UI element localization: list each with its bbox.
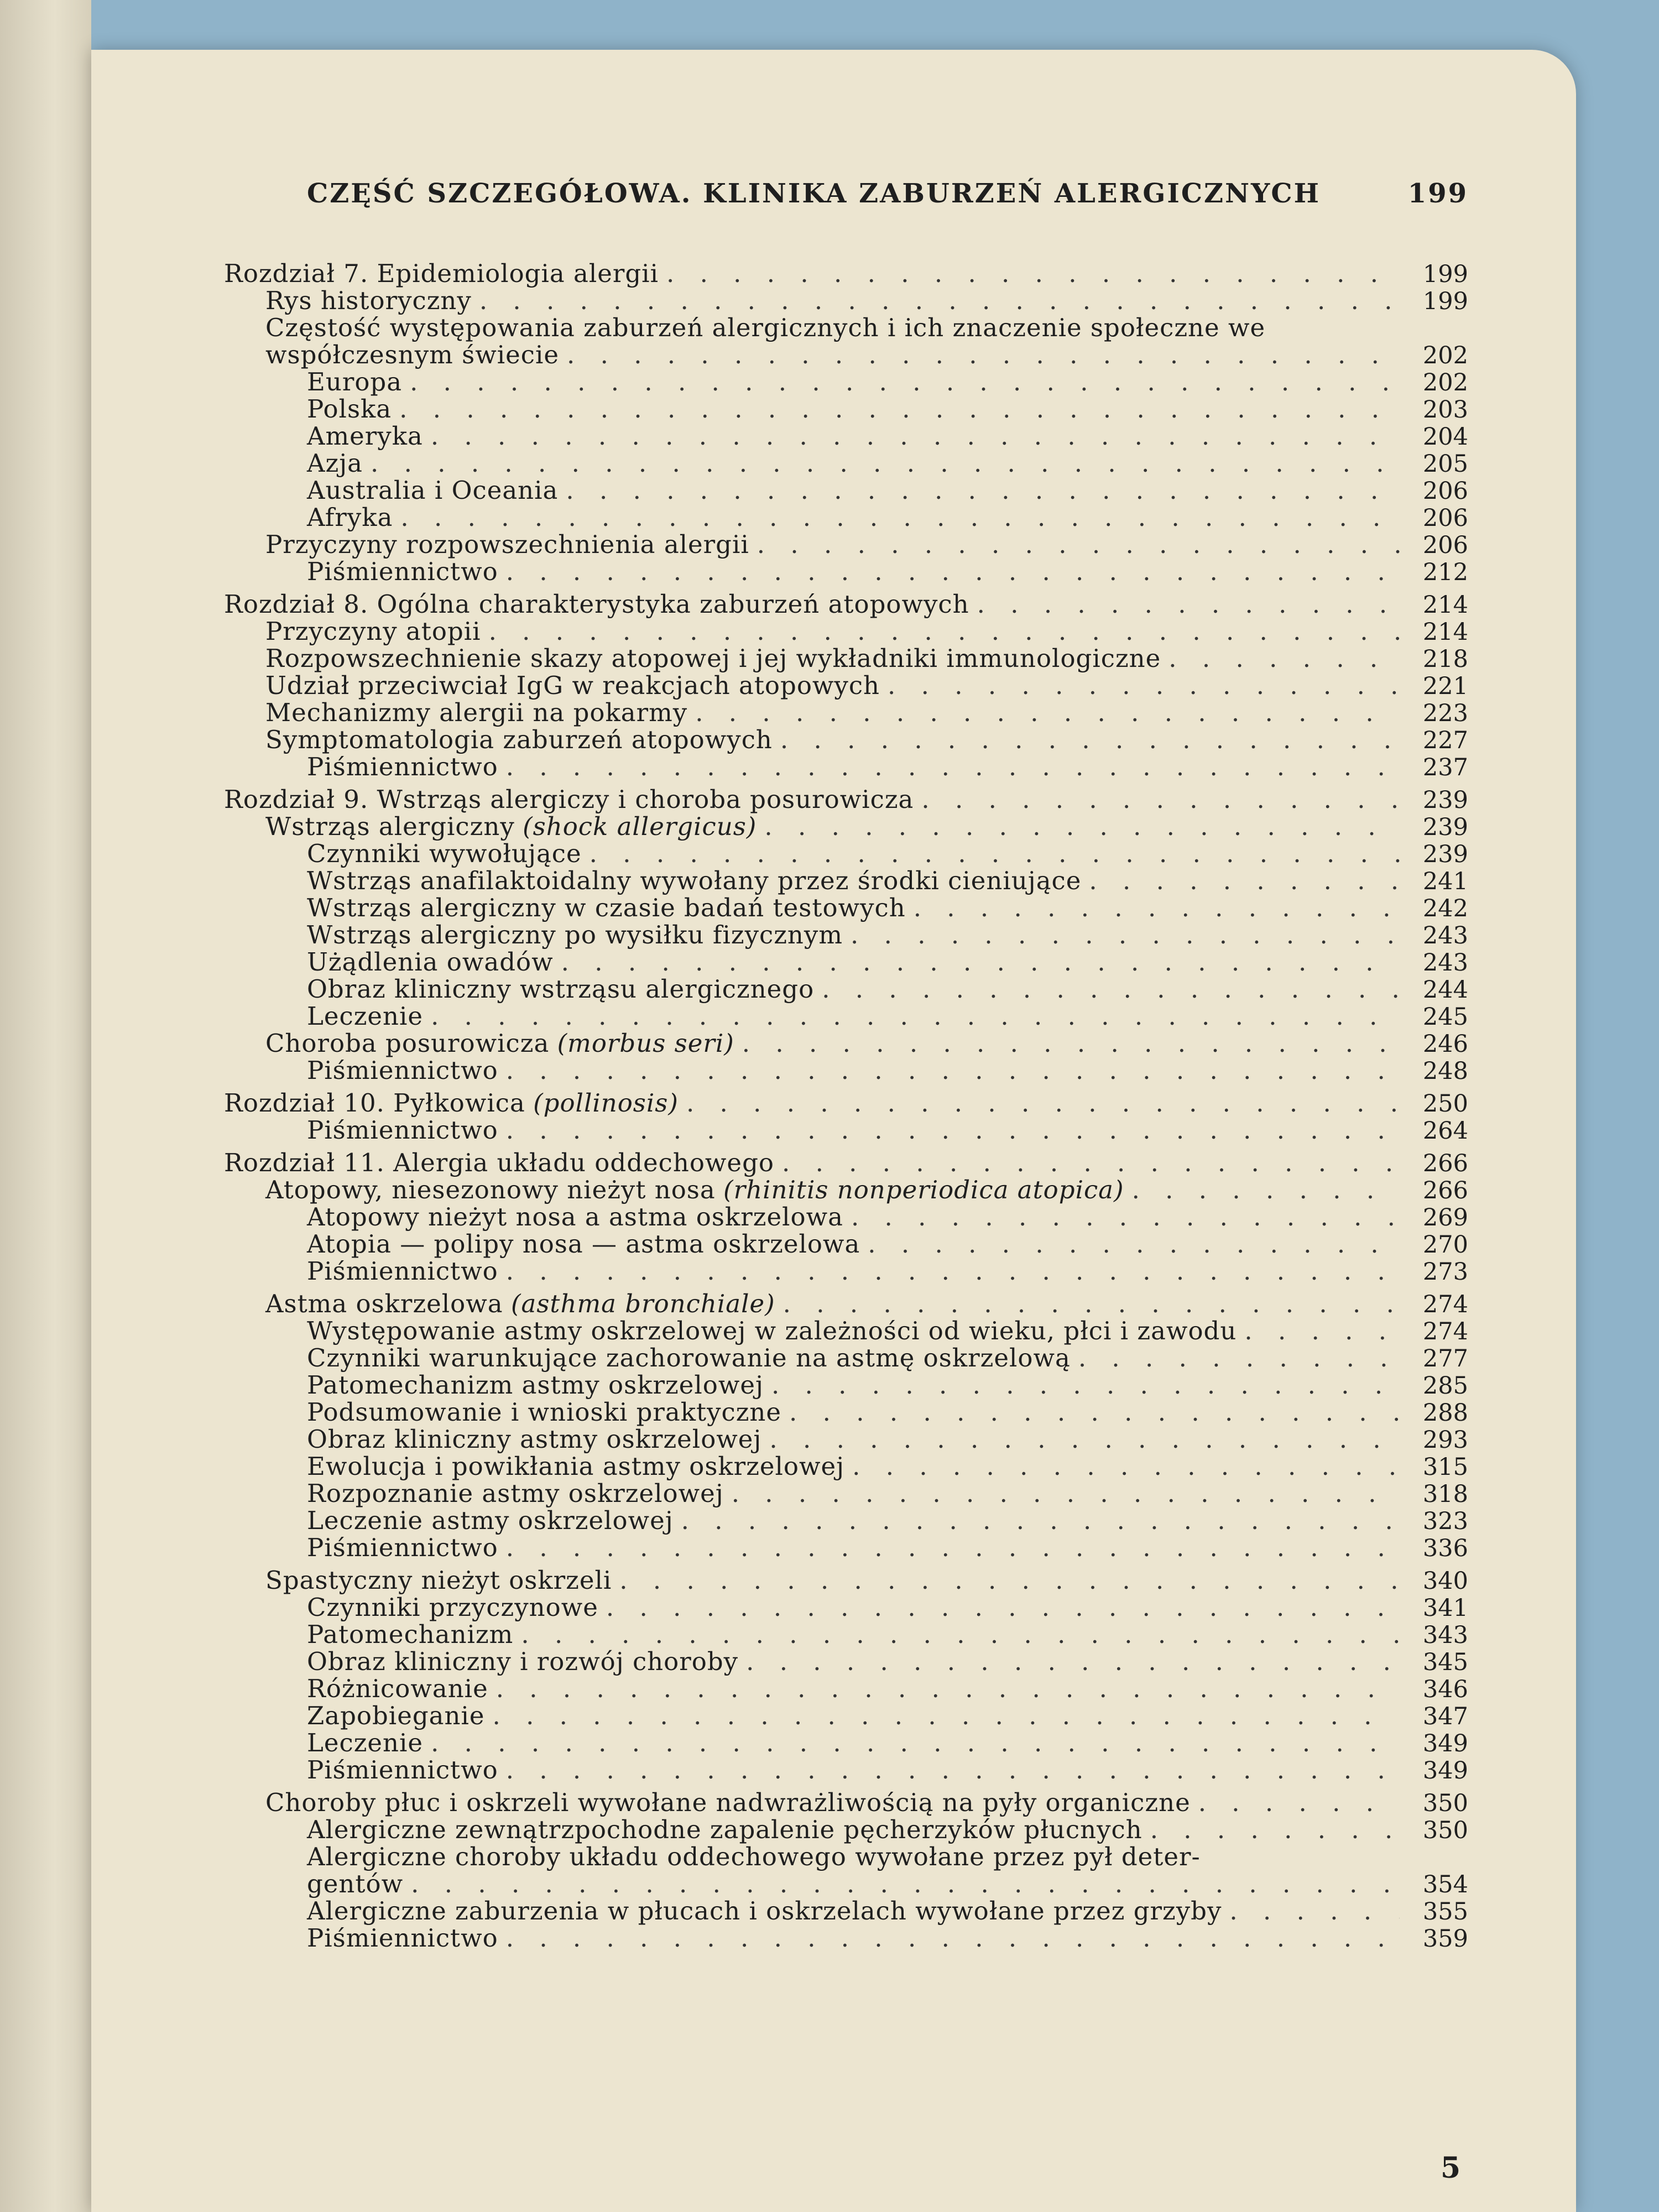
toc-entry-page: 205 <box>1422 450 1468 478</box>
toc-entry-page: 349 <box>1422 1757 1468 1785</box>
toc-entry <box>224 618 1468 645</box>
toc-entry-page: 223 <box>1422 700 1468 727</box>
toc-entry-title: Patomechanizm <box>307 1620 514 1649</box>
toc-entry-latin-term: (pollinosis) <box>533 1088 679 1118</box>
toc-entry-page: 323 <box>1422 1507 1468 1535</box>
toc-entry-title: Symptomatologia zaburzeń atopowych <box>265 725 773 754</box>
toc-entry-page: 241 <box>1422 868 1468 895</box>
toc-entry-page: 237 <box>1422 754 1468 781</box>
dot-leader <box>977 591 1400 618</box>
toc-entry <box>224 1789 1468 1816</box>
dot-leader <box>764 813 1400 840</box>
dot-leader <box>431 422 1400 450</box>
dot-leader <box>1132 1176 1400 1203</box>
toc-entry <box>224 1117 1468 1144</box>
toc-entry <box>224 1756 1468 1783</box>
dot-leader <box>589 840 1400 867</box>
dot-leader <box>431 1729 1400 1756</box>
toc-entry-page: 346 <box>1422 1676 1468 1703</box>
toc-entry <box>224 1729 1468 1756</box>
dot-leader <box>782 1149 1400 1176</box>
header-page: 199 <box>1407 178 1468 209</box>
toc-entry-page: 227 <box>1422 727 1468 754</box>
toc-entry <box>224 341 1468 368</box>
toc-entry <box>224 1030 1468 1057</box>
toc-entry-page: 350 <box>1422 1790 1468 1817</box>
running-header <box>307 178 1468 209</box>
toc-entry <box>224 840 1468 867</box>
toc-entry-title: Alergiczne zaburzenia w płucach i oskrzelach wywołane przez grzyby <box>307 1896 1222 1926</box>
toc-entry-page: 288 <box>1422 1399 1468 1427</box>
toc-entry-page: 243 <box>1422 922 1468 950</box>
toc-entry-page: 199 <box>1422 288 1468 315</box>
toc-entry-page: 218 <box>1422 645 1468 673</box>
dot-leader <box>506 1117 1400 1144</box>
toc-entry-title: Obraz kliniczny astmy oskrzelowej <box>307 1425 762 1454</box>
toc-entry-title: Wstrząs alergiczny po wysiłku fizycznym <box>307 920 843 950</box>
toc-entry <box>224 894 1468 921</box>
toc-entry-page: 214 <box>1422 591 1468 619</box>
toc-entry <box>224 867 1468 894</box>
dot-leader <box>789 1399 1400 1426</box>
dot-leader <box>681 1507 1400 1534</box>
toc-entry-title: Leczenie astmy oskrzelowej <box>307 1506 674 1535</box>
toc-entry-title: Piśmiennictwo <box>307 1056 498 1085</box>
toc-entry <box>224 1843 1468 1870</box>
dot-leader <box>506 1924 1400 1952</box>
toc-entry <box>224 422 1468 450</box>
toc-entry-title: Polska <box>307 394 392 424</box>
toc-entry-title: Europa <box>307 367 403 397</box>
dot-leader <box>1078 1344 1400 1371</box>
toc-entry <box>224 477 1468 504</box>
toc-entry-title: Przyczyny atopii <box>265 617 481 646</box>
toc-entry <box>224 450 1468 477</box>
dot-leader <box>822 975 1400 1003</box>
toc-entry-page: 354 <box>1422 1871 1468 1898</box>
toc-entry-page: 273 <box>1422 1258 1468 1286</box>
dot-leader <box>506 558 1400 585</box>
toc-entry <box>224 1290 1468 1317</box>
toc-entry <box>224 1816 1468 1843</box>
page-number: 5 <box>1441 2151 1461 2185</box>
toc-entry <box>224 1702 1468 1729</box>
toc-entry-title: gentów <box>307 1869 404 1898</box>
dot-leader <box>914 894 1400 921</box>
toc-entry-title: Choroby płuc i oskrzeli wywołane nadwrażliwością na pyły organiczne <box>265 1788 1191 1817</box>
toc-entry <box>224 948 1468 975</box>
toc-entry-page: 340 <box>1422 1567 1468 1595</box>
toc-entry-page: 285 <box>1422 1372 1468 1400</box>
dot-leader <box>783 1290 1400 1317</box>
toc-entry-page: 239 <box>1422 841 1468 868</box>
toc-entry-title: Rozpowszechnienie skazy atopowej i jej wykładniki immunologiczne <box>265 644 1161 673</box>
dot-leader <box>489 618 1400 645</box>
toc-entry-title: Astma oskrzelowa <box>265 1289 503 1318</box>
toc-entry-title: Atopowy nieżyt nosa a astma oskrzelowa <box>307 1202 843 1232</box>
toc-entry-page: 341 <box>1422 1594 1468 1622</box>
dot-leader <box>371 450 1400 477</box>
dot-leader <box>1229 1897 1400 1924</box>
toc-entry <box>224 1648 1468 1675</box>
toc-entry-latin-term: (asthma bronchiale) <box>510 1289 775 1318</box>
dot-leader <box>771 1371 1400 1399</box>
toc-entry <box>224 314 1468 341</box>
toc-entry-title: Leczenie <box>307 1001 424 1031</box>
toc-entry-title: Rys historyczny <box>265 286 472 315</box>
toc-entry <box>224 1534 1468 1561</box>
dot-leader <box>1244 1317 1400 1344</box>
dot-leader <box>852 1453 1400 1480</box>
dot-leader <box>561 948 1400 975</box>
toc-entry <box>224 1089 1468 1117</box>
toc-entry-page: 266 <box>1422 1177 1468 1204</box>
toc-entry-page: 214 <box>1422 618 1468 646</box>
book-spine-edge <box>0 0 91 2212</box>
toc-entry-title: Piśmiennictwo <box>307 1923 498 1953</box>
toc-entry <box>224 1897 1468 1924</box>
dot-leader <box>851 1203 1400 1230</box>
toc-entry-page: 345 <box>1422 1648 1468 1676</box>
dot-leader <box>521 1621 1400 1648</box>
toc-entry <box>224 395 1468 422</box>
toc-entry <box>224 1675 1468 1702</box>
toc-entry-page: 244 <box>1422 976 1468 1004</box>
toc-entry <box>224 672 1468 699</box>
toc-entry <box>224 558 1468 585</box>
table-of-contents <box>224 260 1468 1952</box>
toc-entry-title: Zapobieganie <box>307 1701 485 1730</box>
dot-leader <box>746 1648 1400 1675</box>
toc-entry-title: Rozdział 8. Ogólna charakterystyka zaburzeń atopowych <box>224 589 969 619</box>
toc-entry-title: Przyczyny rozpowszechnienia alergii <box>265 530 749 559</box>
dot-leader <box>566 477 1400 504</box>
toc-entry-page: 206 <box>1422 477 1468 505</box>
dot-leader <box>606 1594 1400 1621</box>
toc-entry <box>224 1453 1468 1480</box>
toc-entry-title: Czynniki wywołujące <box>307 839 582 868</box>
toc-entry-page: 359 <box>1422 1925 1468 1953</box>
dot-leader <box>479 287 1400 314</box>
toc-entry-latin-term: (rhinitis nonperiodica atopica) <box>723 1175 1124 1204</box>
toc-entry-title: Spastyczny nieżyt oskrzeli <box>265 1566 612 1595</box>
dot-leader <box>506 1057 1400 1084</box>
dot-leader <box>567 341 1400 368</box>
toc-entry-title: Azja <box>307 448 363 478</box>
toc-entry-title: Częstość występowania zaburzeń alergicznych i ich znaczenie społeczne we <box>265 313 1266 342</box>
dot-leader <box>868 1230 1400 1258</box>
toc-entry <box>224 1230 1468 1258</box>
toc-entry <box>224 1621 1468 1648</box>
toc-entry <box>224 1371 1468 1399</box>
toc-entry-page: 269 <box>1422 1204 1468 1232</box>
toc-entry <box>224 1480 1468 1507</box>
toc-entry-title: Alergiczne choroby układu oddechowego wywołane przez pył deter- <box>307 1842 1201 1871</box>
toc-entry <box>224 753 1468 780</box>
toc-entry-page: 221 <box>1422 672 1468 700</box>
toc-entry <box>224 1149 1468 1176</box>
toc-entry-latin-term: (morbus seri) <box>557 1029 734 1058</box>
header-title: CZĘŚĆ SZCZEGÓŁOWA. KLINIKA ZABURZEŃ ALERGICZNYCH <box>307 178 1321 209</box>
toc-entry-page: 336 <box>1422 1535 1468 1562</box>
toc-entry <box>224 504 1468 531</box>
toc-entry <box>224 1057 1468 1084</box>
toc-entry-title: Różnicowanie <box>307 1674 488 1703</box>
toc-entry <box>224 1870 1468 1897</box>
toc-entry-title: Piśmiennictwo <box>307 752 498 781</box>
toc-entry-page: 202 <box>1422 369 1468 397</box>
dot-leader <box>742 1030 1400 1057</box>
toc-entry-title: Atopowy, niesezonowy nieżyt nosa <box>265 1175 716 1204</box>
toc-entry-page: 318 <box>1422 1480 1468 1508</box>
dot-leader <box>1089 867 1400 894</box>
toc-entry <box>224 699 1468 726</box>
toc-entry-title: Rozdział 10. Pyłkowica <box>224 1088 525 1118</box>
dot-leader <box>732 1480 1400 1507</box>
toc-entry-title: Piśmiennictwo <box>307 1115 498 1145</box>
toc-entry <box>224 1176 1468 1203</box>
toc-entry <box>224 726 1468 753</box>
toc-entry-page: 270 <box>1422 1231 1468 1259</box>
toc-entry-title: Piśmiennictwo <box>307 1755 498 1785</box>
toc-entry <box>224 813 1468 840</box>
toc-entry-title: Australia i Oceania <box>307 476 559 505</box>
toc-entry-title: współczesnym świecie <box>265 340 559 369</box>
toc-entry <box>224 1258 1468 1285</box>
toc-entry <box>224 786 1468 813</box>
dot-leader <box>921 786 1400 813</box>
dot-leader <box>1168 645 1400 672</box>
toc-entry <box>224 287 1468 314</box>
toc-entry <box>224 591 1468 618</box>
dot-leader <box>399 395 1400 422</box>
toc-entry-title: Leczenie <box>307 1728 424 1757</box>
toc-entry-page: 242 <box>1422 895 1468 922</box>
toc-entry-title: Wstrząs anafilaktoidalny wywołany przez środki cieniujące <box>307 866 1082 895</box>
toc-entry-page: 274 <box>1422 1318 1468 1345</box>
toc-entry <box>224 1317 1468 1344</box>
toc-entry-page: 315 <box>1422 1453 1468 1481</box>
toc-entry <box>224 531 1468 558</box>
toc-entry-title: Obraz kliniczny i rozwój choroby <box>307 1647 739 1676</box>
toc-entry <box>224 260 1468 287</box>
toc-entry-title: Czynniki przyczynowe <box>307 1593 598 1622</box>
dot-leader <box>1198 1789 1400 1816</box>
book-page <box>91 50 1576 2212</box>
dot-leader <box>506 1534 1400 1561</box>
toc-entry-page: 248 <box>1422 1057 1468 1085</box>
toc-entry-title: Rozpoznanie astmy oskrzelowej <box>307 1479 724 1508</box>
toc-entry-page: 243 <box>1422 949 1468 977</box>
toc-entry-title: Użądlenia owadów <box>307 947 554 977</box>
dot-leader <box>851 921 1400 948</box>
toc-entry-page: 199 <box>1422 260 1468 288</box>
dot-leader <box>666 260 1400 287</box>
toc-entry-title: Alergiczne zewnątrzpochodne zapalenie pęcherzyków płucnych <box>307 1815 1142 1844</box>
toc-entry-title: Rozdział 9. Wstrząs alergiczy i choroba posurowicza <box>224 785 914 814</box>
dot-leader <box>492 1702 1400 1729</box>
toc-entry-title: Wstrząs alergiczny w czasie badań testowych <box>307 893 906 922</box>
toc-entry-title: Choroba posurowicza <box>265 1029 550 1058</box>
toc-entry <box>224 1567 1468 1594</box>
dot-leader <box>888 672 1400 699</box>
toc-entry <box>224 1399 1468 1426</box>
toc-entry <box>224 975 1468 1003</box>
toc-entry-page: 347 <box>1422 1703 1468 1730</box>
toc-entry-page: 264 <box>1422 1117 1468 1145</box>
toc-entry-page: 293 <box>1422 1426 1468 1454</box>
dot-leader <box>411 1870 1400 1897</box>
toc-entry-title: Podsumowanie i wnioski praktyczne <box>307 1397 782 1427</box>
toc-entry-page: 239 <box>1422 813 1468 841</box>
toc-entry-page: 349 <box>1422 1730 1468 1757</box>
toc-entry <box>224 1203 1468 1230</box>
toc-entry <box>224 1507 1468 1534</box>
toc-entry-page: 204 <box>1422 423 1468 451</box>
toc-entry-page: 203 <box>1422 396 1468 424</box>
dot-leader <box>410 368 1400 395</box>
toc-entry-title: Ewolucja i powikłania astmy oskrzelowej <box>307 1452 845 1481</box>
toc-entry-page: 246 <box>1422 1030 1468 1058</box>
toc-entry-title: Piśmiennictwo <box>307 557 498 586</box>
toc-entry-page: 212 <box>1422 559 1468 586</box>
toc-entry-page: 239 <box>1422 786 1468 814</box>
toc-entry-title: Wstrząs alergiczny <box>265 812 515 841</box>
dot-leader <box>496 1675 1400 1702</box>
dot-leader <box>506 1258 1400 1285</box>
toc-entry-title: Piśmiennictwo <box>307 1256 498 1286</box>
dot-leader <box>769 1426 1400 1453</box>
dot-leader <box>780 726 1400 753</box>
toc-entry-page: 206 <box>1422 531 1468 559</box>
toc-entry-title: Udział przeciwciał IgG w reakcjach atopowych <box>265 671 880 700</box>
dot-leader <box>1150 1816 1400 1843</box>
toc-entry-page: 343 <box>1422 1621 1468 1649</box>
toc-entry <box>224 921 1468 948</box>
toc-entry <box>224 1924 1468 1952</box>
toc-entry-title: Rozdział 11. Alergia układu oddechowego <box>224 1148 774 1177</box>
toc-entry-title: Mechanizmy alergii na pokarmy <box>265 698 688 727</box>
toc-entry-title: Afryka <box>307 503 393 532</box>
toc-entry <box>224 1003 1468 1030</box>
toc-entry-title: Patomechanizm astmy oskrzelowej <box>307 1370 764 1400</box>
toc-entry-title: Czynniki warunkujące zachorowanie na astmę oskrzelową <box>307 1343 1071 1373</box>
dot-leader <box>695 699 1400 726</box>
toc-entry-page: 350 <box>1422 1817 1468 1844</box>
toc-entry-page: 206 <box>1422 504 1468 532</box>
dot-leader <box>506 1756 1400 1783</box>
toc-entry-title: Występowanie astmy oskrzelowej w zależności od wieku, płci i zawodu <box>307 1316 1237 1345</box>
dot-leader <box>431 1003 1400 1030</box>
toc-entry-page: 355 <box>1422 1898 1468 1926</box>
toc-entry <box>224 645 1468 672</box>
toc-entry-title: Piśmiennictwo <box>307 1533 498 1562</box>
dot-leader <box>757 531 1400 558</box>
toc-entry-page: 245 <box>1422 1003 1468 1031</box>
toc-entry <box>224 1344 1468 1371</box>
toc-entry-title: Rozdział 7. Epidemiologia alergii <box>224 259 659 288</box>
toc-entry-title: Ameryka <box>307 421 423 451</box>
toc-entry <box>224 368 1468 395</box>
toc-entry-latin-term: (shock allergicus) <box>523 812 757 841</box>
dot-leader <box>686 1089 1400 1117</box>
toc-entry <box>224 1594 1468 1621</box>
toc-entry-page: 266 <box>1422 1150 1468 1177</box>
toc-entry-title: Obraz kliniczny wstrząsu alergicznego <box>307 974 815 1004</box>
dot-leader <box>400 504 1400 531</box>
toc-entry-title: Atopia — polipy nosa — astma oskrzelowa <box>307 1229 860 1259</box>
toc-entry-page: 274 <box>1422 1291 1468 1318</box>
toc-entry <box>224 1426 1468 1453</box>
dot-leader <box>619 1567 1400 1594</box>
toc-entry-page: 202 <box>1422 342 1468 369</box>
toc-entry-page: 250 <box>1422 1090 1468 1118</box>
dot-leader <box>506 753 1400 780</box>
toc-entry-page: 277 <box>1422 1345 1468 1373</box>
